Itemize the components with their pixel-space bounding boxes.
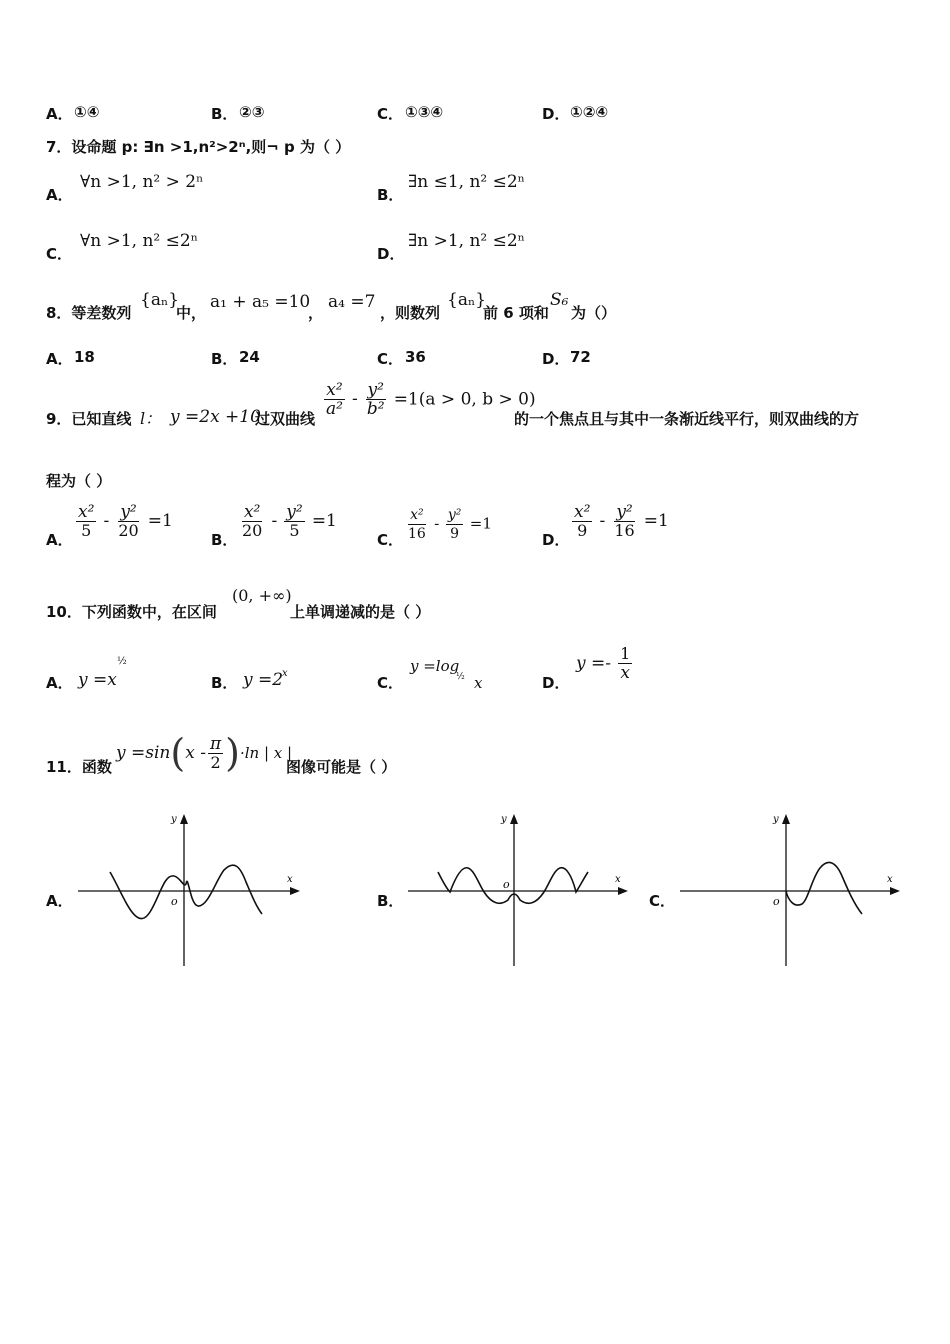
q11-func-3: ·ln | x | (239, 744, 293, 762)
q8-optC-text: 36 (405, 348, 426, 366)
q9-optA-label: A． (46, 531, 73, 549)
q9-stem-3: 的一个焦点且与其中一条渐近线平行，则双曲线的方 (514, 410, 860, 428)
q9-optD-yden: 16 (614, 521, 635, 540)
y-axis-arrow-icon (180, 814, 188, 824)
q6-optC-text: ①③④ (405, 103, 444, 121)
y-axis-arrow-icon (782, 814, 790, 824)
q10-stem-2: 上单调递减的是（ ） (290, 603, 431, 621)
q9-stem-1: 9．已知直线 (46, 410, 132, 428)
q11-pi: π (209, 733, 222, 754)
q9-optB-minus: - (271, 511, 278, 531)
q8-optD-label: D． (542, 350, 570, 368)
q9-optC-y: y² (447, 507, 462, 523)
q6-optA-label: A． (46, 105, 73, 123)
q8-optB-text: 24 (239, 348, 260, 366)
q8-stem-5: 前 6 项和 (483, 304, 549, 322)
q10-interval: (0, +∞) (232, 586, 292, 605)
q7-optA-expr: ∀n >1, n² > 2ⁿ (80, 172, 204, 192)
q9-stem-2: 过双曲线 (255, 410, 316, 428)
origin-label: o (171, 895, 178, 908)
origin-label: o (773, 895, 780, 908)
q11-optC-label: C． (649, 892, 676, 910)
q8-seq-2: {aₙ} (447, 290, 487, 310)
q9-optC-x: x² (410, 507, 424, 523)
q8-optA-text: 18 (74, 348, 95, 366)
q9-optC-xden: 16 (408, 526, 426, 542)
q6-optD-label: D． (542, 105, 570, 123)
q9-optC-expr (404, 506, 492, 543)
q7-stem (46, 136, 350, 157)
y-axis-label: y (773, 814, 779, 825)
q7-optC-expr: ∀n >1, n² ≤2ⁿ (80, 231, 199, 251)
q10-optD-num: 1 (620, 644, 631, 663)
q10-optD-expr-wrap (576, 645, 634, 682)
q6-optC-label: C． (377, 105, 404, 123)
q9-optA-minus: - (103, 511, 110, 531)
curve-b (438, 868, 588, 904)
q8-stem-4: ，则数列 (380, 304, 441, 322)
q6-optB-text: ②③ (239, 103, 265, 121)
q9-optD-xden: 9 (577, 521, 588, 540)
q6-optB-label: B． (211, 105, 238, 123)
q9-hyp-a: a² (326, 399, 343, 419)
q11-function (116, 731, 292, 775)
q11-rparen: ) (225, 731, 240, 775)
q10-optD-label: D． (542, 674, 570, 692)
q9-optD-y: y² (616, 502, 633, 522)
q8-optB-label: B． (211, 350, 238, 368)
q9-optC-yden: 9 (450, 526, 460, 542)
q9-hyp-x: x² (326, 380, 343, 400)
q11-func-2: x - (185, 743, 206, 763)
q7-stem-suffix: ¬ p 为（ ） (266, 138, 351, 156)
q7-optC-label: C． (46, 245, 73, 263)
q11-optB-label: B． (377, 892, 404, 910)
y-axis-label: y (501, 814, 507, 825)
x-axis-label: x (615, 874, 621, 885)
q11-two: 2 (210, 752, 221, 772)
q11-graph-b (404, 810, 634, 970)
q8-cond-1: a₁ + a₅ =10 (210, 292, 311, 312)
q8-cond-2: a₄ =7 (328, 292, 376, 312)
q9-stem-4: 程为（ ） (46, 472, 112, 490)
q7-stem-prefix: 7．设命题 p: (46, 138, 144, 156)
q10-optA-label: A． (46, 674, 73, 692)
q9-hyperbola (322, 381, 536, 418)
q10-optC-label: C． (377, 674, 404, 692)
q11-stem-2: 图像可能是（ ） (286, 758, 397, 776)
q6-optD-text: ①②④ (570, 103, 609, 121)
q7-optA-label: A． (46, 186, 73, 204)
q11-lparen: ( (170, 731, 186, 775)
q9-optA-xden: 5 (81, 521, 92, 540)
q9-optA-y: y² (120, 502, 137, 522)
q9-optB-y: y² (286, 502, 303, 522)
y-axis-label: y (171, 814, 177, 825)
q9-optB-yden: 5 (289, 521, 300, 540)
x-axis-label: x (287, 874, 293, 885)
q11-stem-1: 11．函数 (46, 758, 112, 776)
q9-optA-x: x² (78, 502, 95, 522)
q9-optB-eq: =1 (311, 511, 337, 531)
q11-graph-c (676, 810, 906, 970)
q9-optA-yden: 20 (118, 521, 139, 540)
q9-optC-eq: =1 (469, 514, 492, 533)
q8-stem-2: 中， (176, 304, 207, 322)
q9-optD-minus: - (599, 511, 606, 531)
x-axis-arrow-icon (890, 887, 900, 895)
x-axis-arrow-icon (618, 887, 628, 895)
q10-optB-label: B． (211, 674, 238, 692)
q6-optA-text: ①④ (74, 103, 100, 121)
q9-optC-minus: - (434, 514, 440, 533)
q8-optC-label: C． (377, 350, 404, 368)
q9-optD-eq: =1 (643, 511, 669, 531)
q10-optA-exp: ½ (117, 656, 127, 667)
q7-optB-label: B． (377, 186, 404, 204)
q10-optB-exp: x (282, 668, 288, 679)
q9-hyp-rest: =1(a > 0, b > 0) (393, 389, 536, 410)
q9-optA-eq: =1 (147, 511, 173, 531)
q7-optB-expr: ∃n ≤1, n² ≤2ⁿ (408, 172, 526, 192)
q9-line-name: l： (140, 409, 162, 428)
q11-func-1: y =sin (116, 743, 171, 763)
q9-optC-label: C． (377, 531, 404, 549)
q8-optA-label: A． (46, 350, 73, 368)
q8-seq-1: {aₙ} (140, 290, 180, 310)
q10-stem-1: 10．下列函数中，在区间 (46, 603, 217, 621)
q10-optB-expr: y =2 (243, 670, 284, 690)
q9-optB-xden: 20 (242, 521, 263, 540)
q9-hyp-b: b² (366, 399, 385, 419)
q8-stem-1: 8．等差数列 (46, 304, 132, 322)
origin-label: o (503, 878, 510, 891)
q9-optA-expr (74, 503, 173, 540)
q11-graph-a (74, 810, 304, 970)
q9-hyp-y: y² (367, 380, 384, 400)
q10-optC-base: ½ (456, 672, 465, 682)
q8-optD-text: 72 (570, 348, 591, 366)
q9-optD-expr (570, 503, 669, 540)
q7-stem-expr: ∃n >1,n²>2ⁿ,则 (143, 138, 267, 156)
q9-optB-expr (238, 503, 337, 540)
q8-stem-3: ， (308, 304, 324, 322)
q10-optD-den: x (620, 663, 630, 683)
q9-hyp-minus: - (352, 389, 358, 409)
q7-optD-label: D． (377, 245, 405, 263)
q9-optD-label: D． (542, 531, 570, 549)
q8-s6: S₆ (550, 290, 569, 310)
curve-a (110, 865, 262, 918)
q10-optC-expr: y =log (410, 657, 460, 675)
x-axis-label: x (887, 874, 893, 885)
y-axis-arrow-icon (510, 814, 518, 824)
q10-optD-expr: y =- (576, 653, 611, 674)
q9-optB-label: B． (211, 531, 238, 549)
q8-stem-6: 为（） (571, 304, 617, 322)
q9-optB-x: x² (243, 502, 261, 522)
q9-line-eq: y =2x +10 (170, 407, 261, 427)
q11-optA-label: A． (46, 892, 73, 910)
q10-optA-expr: y =x (78, 670, 117, 690)
q9-optD-x: x² (574, 502, 591, 522)
q7-optD-expr: ∃n >1, n² ≤2ⁿ (408, 231, 526, 251)
q10-optC-arg: x (474, 674, 483, 692)
x-axis-arrow-icon (290, 887, 300, 895)
curve-c (786, 862, 862, 914)
